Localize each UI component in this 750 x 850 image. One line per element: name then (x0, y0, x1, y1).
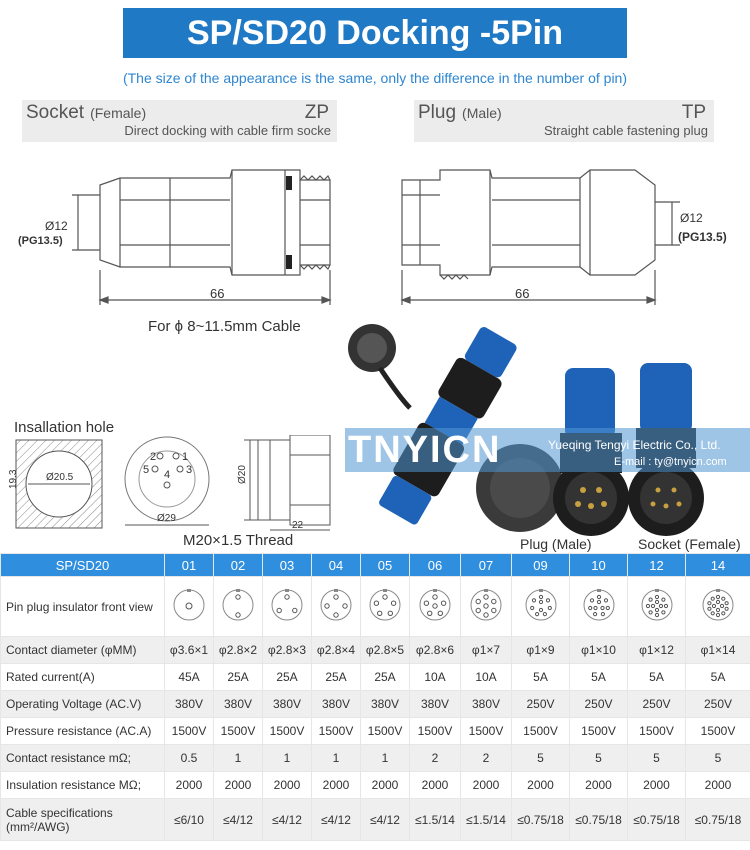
pin-face-diagram (361, 577, 410, 637)
spec-col-header: 06 (410, 554, 461, 577)
spec-cell: 2000 (214, 772, 263, 799)
spec-cell: 250V (686, 691, 750, 718)
spec-cell: 1500V (570, 718, 628, 745)
spec-cell: 1500V (263, 718, 312, 745)
page-title: SP/SD20 Docking -5Pin (123, 8, 627, 58)
spec-cell: 2 (410, 745, 461, 772)
pin-face-diagram (512, 577, 570, 637)
spec-row (1, 745, 750, 772)
spec-cell: 2 (461, 745, 512, 772)
spec-header-label: SP/SD20 (1, 554, 165, 577)
spec-row (1, 772, 750, 799)
spec-cell: φ1×10 (570, 637, 628, 664)
spec-row-label: Pressure resistance (AC.A) (1, 718, 165, 745)
spec-cell: φ1×14 (686, 637, 750, 664)
spec-cell: 1 (214, 745, 263, 772)
spec-cell: φ3.6×1 (165, 637, 214, 664)
socket-pg-label: (PG13.5) (18, 235, 63, 247)
spec-cell: 380V (312, 691, 361, 718)
plug-diameter-label: Ø12 (680, 211, 703, 225)
spec-cell: ≤0.75/18 (628, 799, 686, 841)
spec-body (1, 577, 750, 841)
spec-cell: 1500V (512, 718, 570, 745)
spec-cell: φ2.8×3 (263, 637, 312, 664)
brand-logo: TNYICN (348, 429, 502, 471)
installation-hole-label: Insallation hole (14, 419, 115, 436)
spec-cell: 25A (214, 664, 263, 691)
spec-cell: 380V (410, 691, 461, 718)
spec-cell: 2000 (512, 772, 570, 799)
pin-face-diagram (628, 577, 686, 637)
spec-col-header: 04 (312, 554, 361, 577)
spec-cell: 2000 (312, 772, 361, 799)
spec-col-header: 07 (461, 554, 512, 577)
spec-cell: 1500V (461, 718, 512, 745)
spec-row-label: Cable specifications (mm²/AWG) (1, 799, 165, 841)
spec-cell: ≤4/12 (312, 799, 361, 841)
spec-cell: ≤6/10 (165, 799, 214, 841)
spec-cell: 1500V (165, 718, 214, 745)
pin-face-diagram (312, 577, 361, 637)
spec-col-header: 05 (361, 554, 410, 577)
hole-diameter-label: Ø20.5 (46, 472, 74, 483)
spec-cell: ≤0.75/18 (570, 799, 628, 841)
spec-cell: 1500V (686, 718, 750, 745)
spec-cell: 1500V (628, 718, 686, 745)
spec-cell: 10A (461, 664, 512, 691)
spec-cell: 1 (263, 745, 312, 772)
page-subtitle: (The size of the appearance is the same, only the difference in the number of pin) (122, 70, 628, 86)
thread-length-label: 22 (292, 520, 304, 531)
spec-cell: 1500V (410, 718, 461, 745)
spec-cell: 1 (312, 745, 361, 772)
spec-cell: 250V (512, 691, 570, 718)
spec-cell: 2000 (410, 772, 461, 799)
spec-cell: 250V (628, 691, 686, 718)
installation-drawings (0, 435, 345, 540)
pin-face-diagram (214, 577, 263, 637)
spec-cell: 2000 (570, 772, 628, 799)
socket-desc: Direct docking with cable firm socke (124, 123, 331, 138)
face-diameter-label: Ø29 (157, 513, 176, 524)
spec-cell: 380V (263, 691, 312, 718)
spec-header-row (1, 554, 750, 577)
spec-row-label: Operating Voltage (AC.V) (1, 691, 165, 718)
pin-label-4: 4 (164, 469, 171, 481)
spec-cell: 10A (410, 664, 461, 691)
pin-face-diagram (686, 577, 750, 637)
spec-cell: 2000 (263, 772, 312, 799)
spec-cell: ≤4/12 (361, 799, 410, 841)
spec-row (1, 637, 750, 664)
spec-cell: 250V (570, 691, 628, 718)
spec-row (1, 664, 750, 691)
pin-label-2: 2 (150, 451, 157, 463)
spec-cell: 5 (686, 745, 750, 772)
spec-row (1, 799, 750, 841)
spec-table (0, 553, 750, 841)
spec-cell: φ1×9 (512, 637, 570, 664)
spec-cell: 1500V (312, 718, 361, 745)
spec-col-header: 02 (214, 554, 263, 577)
spec-row-label: Pin plug insulator front view (1, 577, 165, 637)
pin-face-diagram (570, 577, 628, 637)
spec-cell: φ2.8×4 (312, 637, 361, 664)
spec-cell: 0.5 (165, 745, 214, 772)
pin-label-1: 1 (182, 451, 189, 463)
brand-company: Yueqing Tengyi Electric Co., Ltd. (548, 438, 721, 452)
spec-cell: φ2.8×5 (361, 637, 410, 664)
spec-col-header: 03 (263, 554, 312, 577)
plug-code: TP (681, 102, 706, 123)
spec-col-header: 09 (512, 554, 570, 577)
spec-row-label: Rated current(A) (1, 664, 165, 691)
spec-cell: φ2.8×2 (214, 637, 263, 664)
brand-email: E-mail : ty@tnyicn.com (614, 456, 727, 468)
spec-cell: 1500V (361, 718, 410, 745)
spec-cell: 25A (312, 664, 361, 691)
spec-cell: φ1×12 (628, 637, 686, 664)
spec-cell: 2000 (361, 772, 410, 799)
spec-cell: 2000 (628, 772, 686, 799)
photo-label-plug: Plug (Male) (520, 536, 592, 552)
spec-cell: ≤0.75/18 (686, 799, 750, 841)
spec-col-header: 01 (165, 554, 214, 577)
spec-cell: 380V (361, 691, 410, 718)
plug-desc: Straight cable fastening plug (543, 123, 708, 138)
hole-height-label: 19.3 (8, 469, 19, 489)
plug-header (414, 100, 714, 142)
spec-cell: 2000 (461, 772, 512, 799)
thread-label: M20×1.5 Thread (183, 532, 294, 549)
pin-face-diagram (165, 577, 214, 637)
spec-cell: 5 (570, 745, 628, 772)
socket-header (22, 100, 337, 142)
spec-cell: ≤1.5/14 (410, 799, 461, 841)
spec-cell: 25A (263, 664, 312, 691)
spec-cell: 5 (628, 745, 686, 772)
spec-cell: 5 (512, 745, 570, 772)
pin-label-5: 5 (143, 464, 150, 476)
spec-cell: φ2.8×6 (410, 637, 461, 664)
spec-cell: 25A (361, 664, 410, 691)
spec-col-header: 10 (570, 554, 628, 577)
spec-cell: 5A (628, 664, 686, 691)
spec-cell: ≤4/12 (263, 799, 312, 841)
cable-note: For ϕ 8~11.5mm Cable (148, 318, 301, 335)
photo-label-socket: Socket (Female) (638, 536, 741, 552)
pin-face-diagram (263, 577, 312, 637)
pin-face-diagram (461, 577, 512, 637)
spec-cell: 2000 (686, 772, 750, 799)
socket-code: ZP (304, 102, 329, 123)
socket-diameter-label: Ø12 (45, 219, 68, 233)
spec-cell: ≤0.75/18 (512, 799, 570, 841)
spec-col-header: 14 (686, 554, 750, 577)
spec-row (1, 577, 750, 637)
plug-pg-label: (PG13.5) (678, 230, 727, 244)
socket-length-label: 66 (210, 286, 225, 301)
socket-drawing (0, 150, 370, 315)
spec-cell: 5A (570, 664, 628, 691)
spec-cell: 380V (165, 691, 214, 718)
spec-cell: ≤4/12 (214, 799, 263, 841)
spec-col-header: 12 (628, 554, 686, 577)
plug-name: Plug (Male) (418, 102, 502, 123)
spec-cell: 1 (361, 745, 410, 772)
plug-length-label: 66 (515, 286, 530, 301)
spec-cell: 5A (686, 664, 750, 691)
spec-cell: 380V (461, 691, 512, 718)
spec-cell: 2000 (165, 772, 214, 799)
spec-row (1, 691, 750, 718)
plug-drawing (380, 150, 750, 315)
spec-cell: 45A (165, 664, 214, 691)
spec-row-label: Insulation resistance MΩ; (1, 772, 165, 799)
spec-cell: 1500V (214, 718, 263, 745)
spec-cell: 380V (214, 691, 263, 718)
spec-row-label: Contact diameter (φMM) (1, 637, 165, 664)
spec-cell: φ1×7 (461, 637, 512, 664)
spec-row-label: Contact resistance mΩ; (1, 745, 165, 772)
pin-label-3: 3 (186, 464, 193, 476)
spec-cell: ≤1.5/14 (461, 799, 512, 841)
pin-face-diagram (410, 577, 461, 637)
spec-row (1, 718, 750, 745)
spec-cell: 5A (512, 664, 570, 691)
socket-name: Socket (Female) (26, 102, 147, 123)
thread-diameter-label: Ø20 (237, 465, 248, 484)
